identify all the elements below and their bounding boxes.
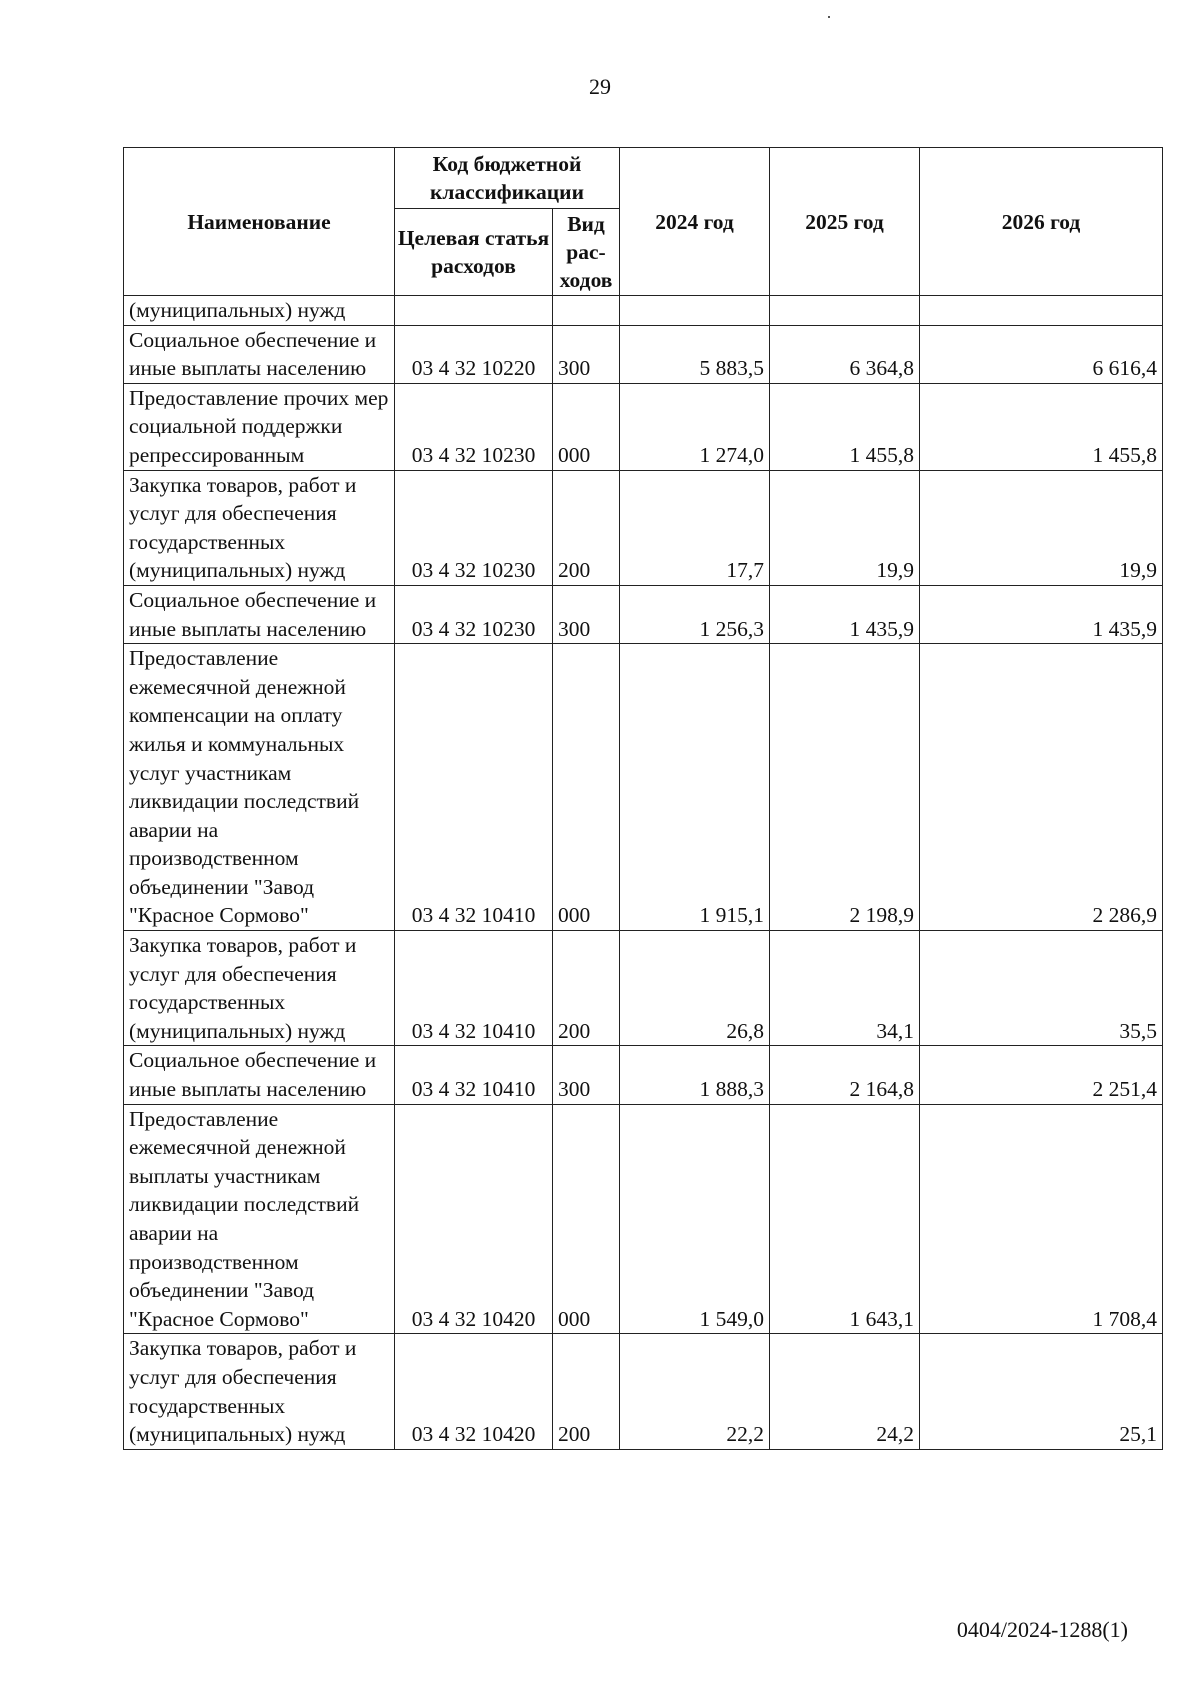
table-row (124, 470, 1163, 585)
header-name: Наименование (124, 148, 395, 296)
cell-2025: 24,2 (770, 1334, 920, 1449)
cell-name: Закупка товаров, работ и услуг для обеспечения государственных (муниципальных) нужд (124, 1334, 395, 1449)
header-budget-code: Код бюджетной классификации (395, 148, 620, 209)
cell-target-article: 03 4 32 10410 (395, 644, 553, 931)
header-2025: 2025 год (770, 148, 920, 296)
budget-table (123, 147, 1163, 1450)
cell-name: Социальное обеспечение и иные выплаты населению (124, 1046, 395, 1104)
cell-2026: 1 708,4 (920, 1104, 1163, 1334)
cell-2024: 1 256,3 (620, 585, 770, 643)
cell-2026: 19,9 (920, 470, 1163, 585)
table-row (124, 644, 1163, 931)
cell-name: Закупка товаров, работ и услуг для обеспечения государственных (муниципальных) нужд (124, 931, 395, 1046)
cell-name: Предоставление ежемесячной денежной компенсации на оплату жилья и коммунальных услуг участникам ликвидации последствий аварии на производственном объединении "Завод "Красное Сормово" (124, 644, 395, 931)
cell-name: (муниципальных) нужд (124, 296, 395, 326)
cell-target-article: 03 4 32 10410 (395, 1046, 553, 1104)
header-2026: 2026 год (920, 148, 1163, 296)
cell-expense-type: 200 (553, 470, 620, 585)
table-row (124, 383, 1163, 470)
cell-2025: 2 164,8 (770, 1046, 920, 1104)
cell-target-article: 03 4 32 10420 (395, 1334, 553, 1449)
cell-expense-type (553, 296, 620, 326)
table-row (124, 1104, 1163, 1334)
table-row (124, 296, 1163, 326)
cell-expense-type: 000 (553, 644, 620, 931)
cell-target-article (395, 296, 553, 326)
cell-name: Предоставление ежемесячной денежной выплаты участникам ликвидации последствий аварии на производственном объединении "Завод "Красное Сормово" (124, 1104, 395, 1334)
cell-2024: 1 888,3 (620, 1046, 770, 1104)
cell-expense-type: 200 (553, 931, 620, 1046)
page-number: 29 (589, 74, 611, 99)
cell-2024: 1 274,0 (620, 383, 770, 470)
cell-expense-type: 300 (553, 1046, 620, 1104)
cell-2025: 6 364,8 (770, 325, 920, 383)
cell-2026: 2 251,4 (920, 1046, 1163, 1104)
cell-2024: 5 883,5 (620, 325, 770, 383)
header-2024: 2024 год (620, 148, 770, 296)
cell-expense-type: 300 (553, 585, 620, 643)
cell-2025 (770, 296, 920, 326)
table-row (124, 585, 1163, 643)
table-row (124, 325, 1163, 383)
cell-target-article: 03 4 32 10230 (395, 470, 553, 585)
cell-target-article: 03 4 32 10420 (395, 1104, 553, 1334)
cell-name: Социальное обеспечение и иные выплаты населению (124, 585, 395, 643)
table-row (124, 931, 1163, 1046)
table-row (124, 1334, 1163, 1449)
cell-2024: 1 915,1 (620, 644, 770, 931)
cell-target-article: 03 4 32 10230 (395, 383, 553, 470)
cell-2026: 1 455,8 (920, 383, 1163, 470)
scan-speck (828, 16, 830, 18)
cell-expense-type: 000 (553, 1104, 620, 1334)
cell-2025: 1 455,8 (770, 383, 920, 470)
document-number: 0404/2024-1288(1) (956, 1617, 1128, 1642)
cell-2024 (620, 296, 770, 326)
table-row (124, 1046, 1163, 1104)
cell-name: Предоставление прочих мер социальной поддержки репрессированным (124, 383, 395, 470)
cell-name: Социальное обеспечение и иные выплаты населению (124, 325, 395, 383)
cell-2026: 35,5 (920, 931, 1163, 1046)
cell-2024: 22,2 (620, 1334, 770, 1449)
cell-target-article: 03 4 32 10220 (395, 325, 553, 383)
cell-2026: 6 616,4 (920, 325, 1163, 383)
header-target-article: Целевая статья расходов (395, 209, 553, 296)
cell-2026: 2 286,9 (920, 644, 1163, 931)
cell-2025: 34,1 (770, 931, 920, 1046)
cell-expense-type: 300 (553, 325, 620, 383)
cell-2025: 1 435,9 (770, 585, 920, 643)
cell-expense-type: 000 (553, 383, 620, 470)
cell-2025: 1 643,1 (770, 1104, 920, 1334)
table-body (124, 296, 1163, 1450)
cell-2026: 1 435,9 (920, 585, 1163, 643)
cell-2026: 25,1 (920, 1334, 1163, 1449)
cell-2024: 1 549,0 (620, 1104, 770, 1334)
cell-2025: 2 198,9 (770, 644, 920, 931)
cell-name: Закупка товаров, работ и услуг для обеспечения государственных (муниципальных) нужд (124, 470, 395, 585)
cell-2024: 26,8 (620, 931, 770, 1046)
cell-2026 (920, 296, 1163, 326)
cell-target-article: 03 4 32 10230 (395, 585, 553, 643)
header-expense-type: Вид рас-ходов (553, 209, 620, 296)
cell-2025: 19,9 (770, 470, 920, 585)
cell-expense-type: 200 (553, 1334, 620, 1449)
cell-2024: 17,7 (620, 470, 770, 585)
cell-target-article: 03 4 32 10410 (395, 931, 553, 1046)
